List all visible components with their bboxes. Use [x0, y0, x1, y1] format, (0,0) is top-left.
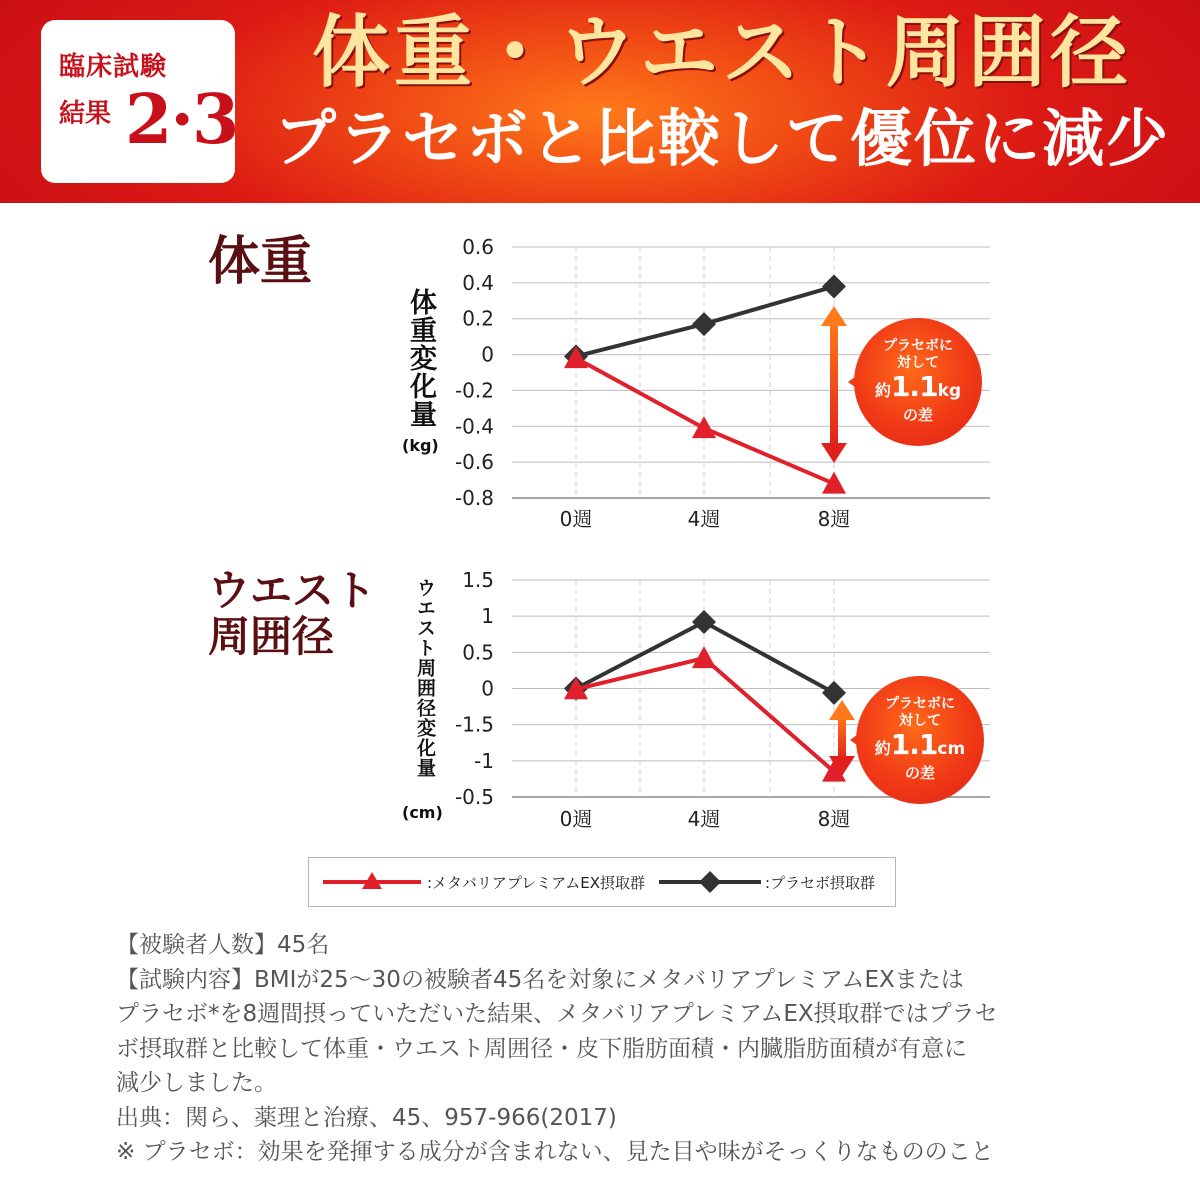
x-tick-label: 8週	[817, 807, 851, 831]
callout-prefix: 約	[874, 381, 891, 400]
y-tick-label: -1	[474, 748, 494, 773]
callout-value: 1.1	[890, 370, 938, 403]
y-tick-label: 0.6	[462, 235, 494, 259]
callout-prefix: 約	[874, 739, 891, 758]
callout-value-line	[854, 372, 982, 406]
x-tick-label: 0週	[559, 507, 593, 531]
page-subtitle: プラセボと比較して優位に減少	[273, 102, 1170, 175]
waist-chart-ylabel: ウエスト周囲径変化量	[414, 578, 436, 778]
y-tick-label: 0.5	[462, 640, 494, 665]
callout-value: 1.1	[890, 728, 938, 761]
y-tick-label: 0.4	[462, 270, 494, 295]
callout-line4: の差	[904, 764, 935, 782]
weight-chart-yunit: (kg)	[402, 436, 439, 455]
note-subjects: 【被験者人数】45名	[116, 932, 330, 958]
y-tick-label: -0.4	[454, 414, 494, 439]
y-tick-label: -1.5	[454, 712, 494, 737]
note-content-2: プラセボ*を8週間摂っていただいた結果、メタバリアプレミアムEX摂取群ではプラセ	[116, 1001, 998, 1027]
y-tick-label: -0.5	[454, 785, 494, 809]
data-point-triangle	[692, 646, 716, 668]
callout-line1: プラセボに	[885, 696, 955, 712]
data-point-diamond	[692, 610, 716, 634]
y-tick-label: 0	[481, 676, 494, 701]
y-tick-label: -0.2	[454, 378, 494, 403]
note-content-4: 減少しました。	[116, 1070, 277, 1096]
callout-line2: 対して	[899, 713, 941, 729]
page-title: 体重・ウエスト周囲径	[311, 7, 1132, 98]
callout-unit: cm	[937, 739, 966, 759]
chart-legend	[308, 857, 896, 907]
study-notes	[116, 928, 1116, 1170]
y-tick-label: 0.2	[462, 306, 494, 331]
note-source: 出典：関ら、薬理と治療、45、957-966(2017)	[116, 1104, 617, 1131]
section-title-waist-line2: 周囲径	[208, 612, 335, 662]
callout-value-line	[856, 730, 984, 764]
series-line-test-group	[576, 658, 834, 772]
section-title-waist-line1: ウエスト	[208, 566, 377, 615]
badge-label-result: 結果	[59, 99, 112, 129]
legend-label-test-group: :メタバリアプレミアムEX摂取群	[427, 874, 646, 892]
badge-number: 2·3	[125, 80, 238, 160]
waist-difference-callout	[856, 676, 984, 804]
note-content-1: 【試験内容】BMIが25～30の被験者45名を対象にメタバリアプレミアムEXまたは	[116, 966, 964, 993]
callout-unit: kg	[937, 381, 962, 401]
x-tick-label: 4週	[687, 507, 721, 531]
callout-line4: の差	[902, 406, 933, 424]
legend-diamond-marker	[699, 871, 721, 893]
callout-line1: プラセボに	[883, 338, 953, 354]
waist-chart-yunit: (cm)	[402, 803, 443, 822]
callout-line2: 対して	[897, 355, 939, 371]
y-tick-label: 0	[481, 342, 494, 367]
section-title-weight: 体重	[208, 232, 313, 292]
arrow-shaft	[838, 714, 846, 762]
badge-label-trial: 臨床試験	[59, 52, 168, 82]
y-tick-label: -0.6	[454, 450, 494, 475]
x-tick-label: 4週	[687, 807, 721, 831]
y-tick-label: -0.8	[454, 486, 494, 510]
note-content-3: ボ摂取群と比較して体重・ウエスト周囲径・皮下脂肪面積・内臓脂肪面積が有意に	[116, 1035, 967, 1062]
weight-difference-callout	[854, 318, 982, 446]
x-tick-label: 0週	[559, 807, 593, 831]
legend-label-placebo: :プラセボ摂取群	[765, 874, 876, 892]
y-tick-label: 1	[481, 604, 494, 629]
y-tick-label: 1.5	[462, 568, 494, 592]
x-tick-label: 8週	[817, 507, 851, 531]
note-placebo-definition: ※ プラセボ：効果を発揮する成分が含まれない、見た目や味がそっくりなもののこと	[116, 1139, 994, 1165]
weight-chart-ylabel: 体重変化量	[405, 288, 436, 428]
